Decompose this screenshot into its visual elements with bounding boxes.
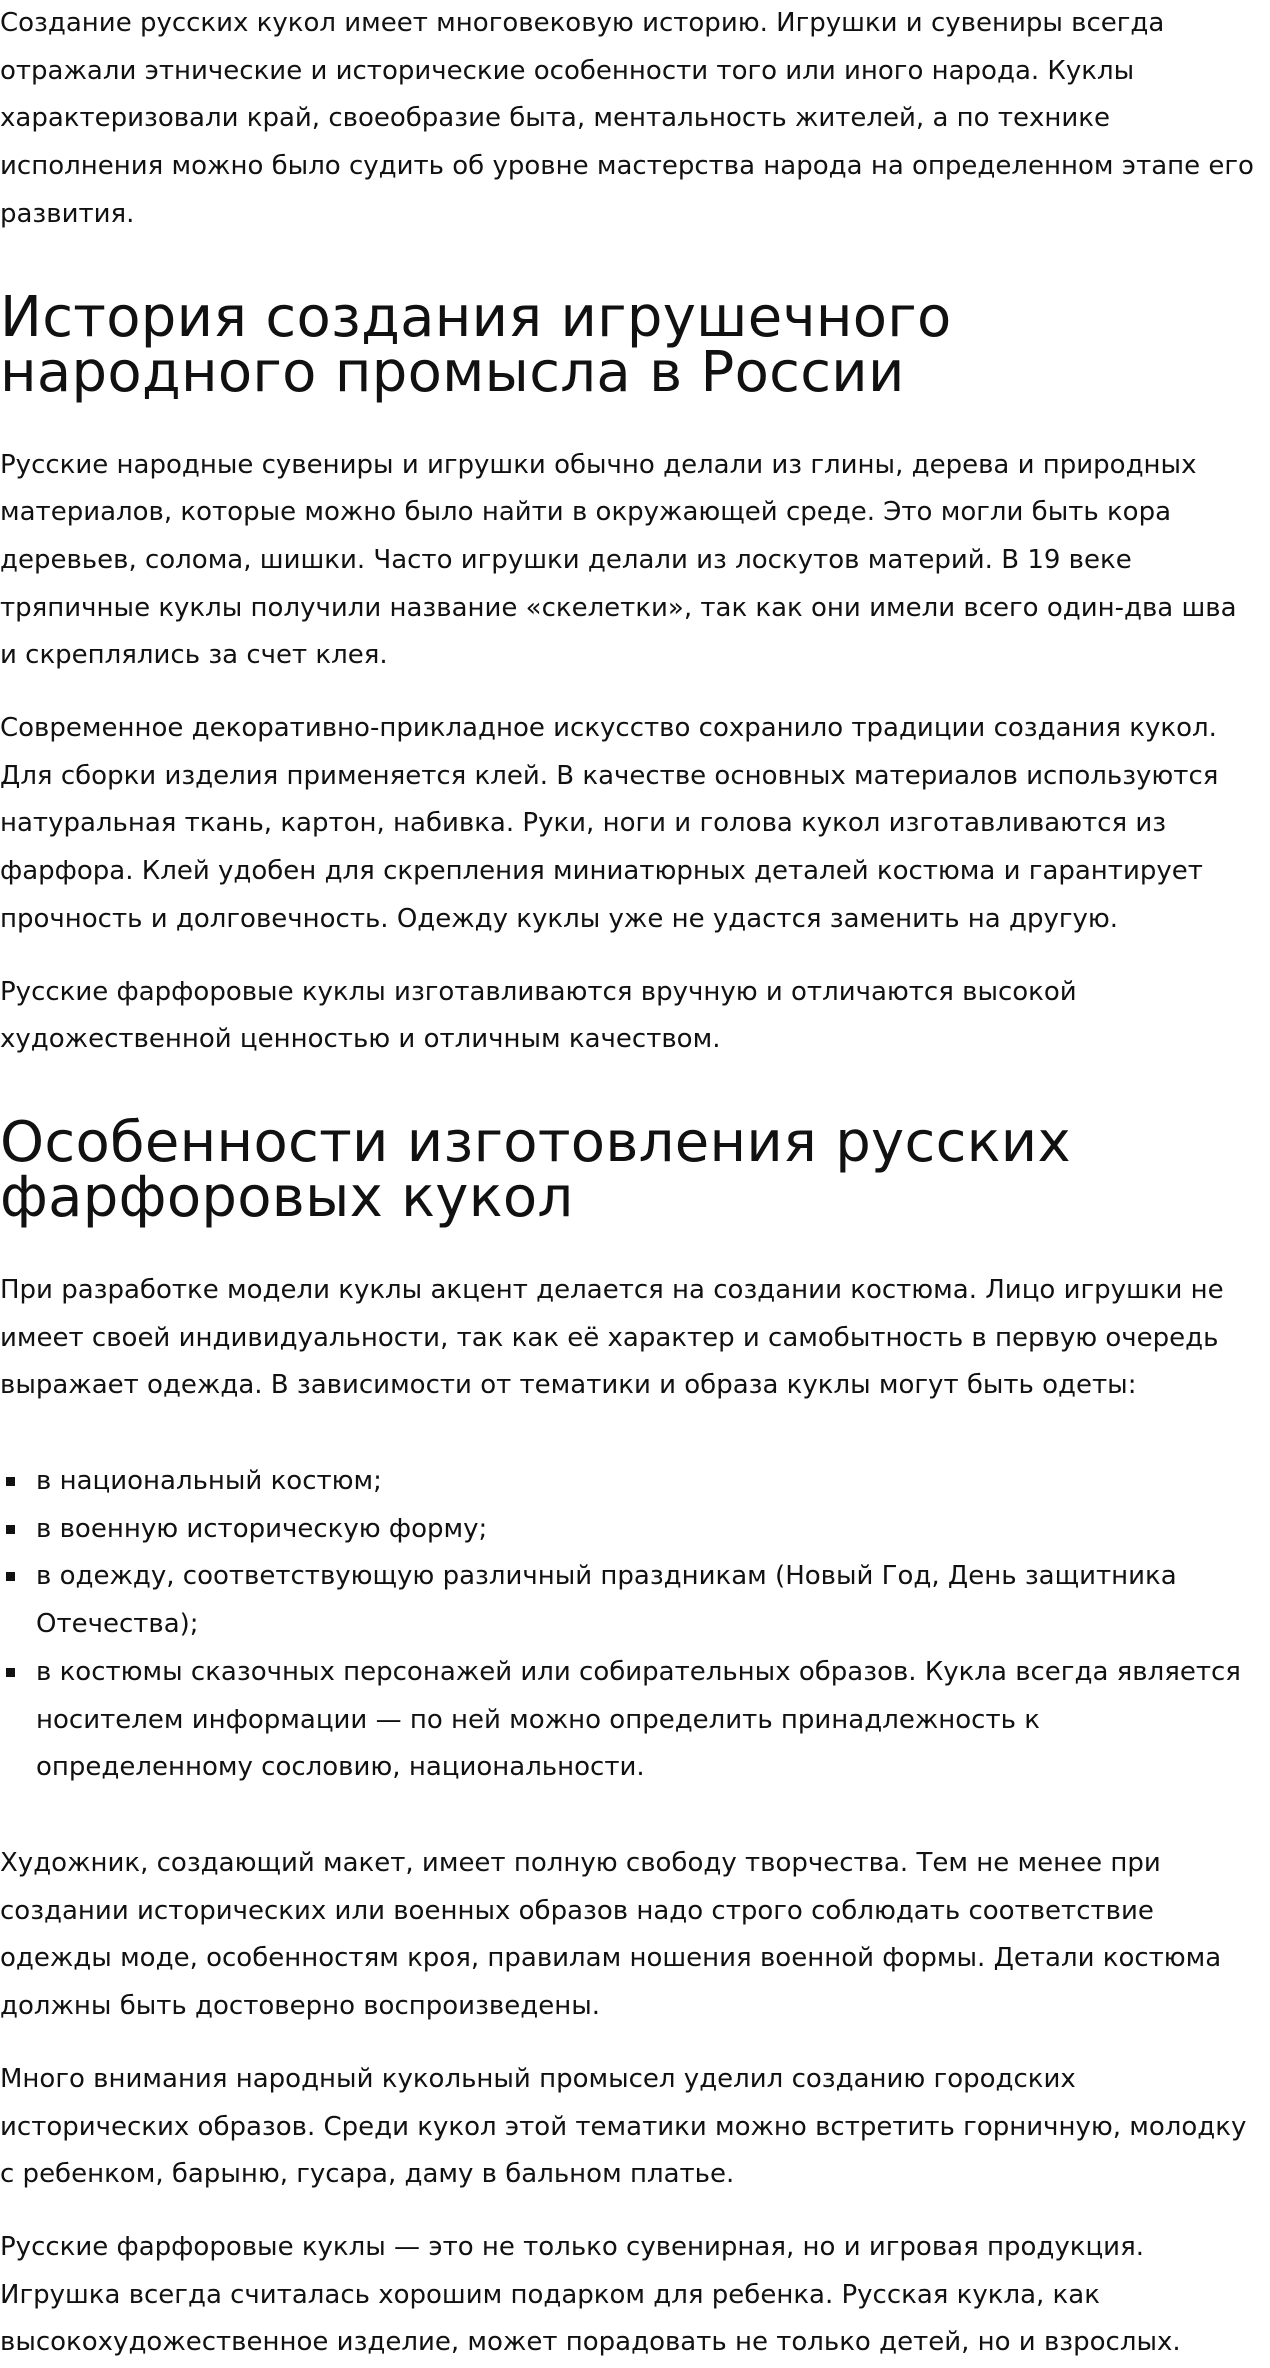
square-bullet-icon <box>6 1572 15 1581</box>
list-item <box>0 1506 1260 1554</box>
costume-list <box>0 1458 1260 1792</box>
history-paragraph-3: Русские фарфоровые куклы изготавливаются вручную и отличаются высокой художественной ценностью и отличным качеством. <box>0 976 1077 1055</box>
history-paragraph-1: Русские народные сувениры и игрушки обычно делали из глины, дерева и природных материалов, которые можно было найти в окружающей среде. Это могли быть кора деревьев, солома, шишки. Часто игрушки делали из лоскутов материй. В 19 веке тряпичные куклы получили название «скелетки», так как они имели всего один-два шва и скреплялись за счет клея. <box>0 449 1237 671</box>
list-item-text: в костюмы сказочных персонажей или собирательных образов. Кукла всегда является носителем информации — по ней можно определить принадлежность к определенному сословию, национальности. <box>36 1656 1241 1783</box>
features-paragraph-2: Много внимания народный кукольный промысел уделил созданию городских исторических образов. Среди кукол этой тематики можно встретить горничную, молодку с ребенком, барыню, гусара, даму в бальном платье. <box>0 2063 1247 2190</box>
section-heading-history: История создания игрушечного народного промысла в России <box>0 284 952 405</box>
list-item <box>0 1649 1260 1792</box>
square-bullet-icon <box>6 1525 15 1534</box>
list-item <box>0 1458 1260 1506</box>
history-paragraph-2: Современное декоративно-прикладное искусство сохранило традиции создания кукол. Для сборки изделия применяется клей. В качестве основных материалов используются натуральная ткань, картон, набивка. Руки, ноги и голова кукол изготавливаются из фарфора. Клей удобен для скрепления миниатюрных деталей костюма и гарантирует прочность и долговечность. Одежду куклы уже не удастся заменить на другую. <box>0 713 1219 934</box>
list-item <box>0 1553 1260 1648</box>
features-paragraph-3: Русские фарфоровые куклы — это не только сувенирная, но и игровая продукция. Игрушка всегда считалась хорошим подарком для ребенка. Русская кукла, как высокохудожественное изделие, может порадовать не только детей, но и взрослых. <box>0 2231 1181 2358</box>
features-lead-paragraph: При разработке модели куклы акцент делается на создании костюма. Лицо игрушки не имеет своей индивидуальности, так как её характер и самобытность в первую очередь выражает одежда. В зависимости от тематики и образа куклы могут быть одеты: <box>0 1274 1224 1401</box>
square-bullet-icon <box>6 1477 15 1486</box>
list-item-text: в военную историческую форму; <box>36 1513 488 1544</box>
square-bullet-icon <box>6 1668 15 1677</box>
list-item-text: в одежду, соответствующую различный праздникам (Новый Год, День защитника Отечества); <box>36 1561 1177 1640</box>
intro-paragraph: Создание русских кукол имеет многовековую историю. Игрушки и сувениры всегда отражали этнические и исторические особенности того или иного народа. Куклы характеризовали край, своеобразие быта, ментальность жителей, а по технике исполнения можно было судить об уровне мастерства народа на определенном этапе его развития. <box>0 8 1254 229</box>
features-paragraph-1: Художник, создающий макет, имеет полную свободу творчества. Тем не менее при создании исторических или военных образов надо строго соблюдать соответствие одежды моде, особенностям кроя, правилам ношения военной формы. Детали костюма должны быть достоверно воспроизведены. <box>0 1847 1222 2022</box>
list-item-text: в национальный костюм; <box>36 1466 382 1497</box>
section-heading-features: Особенности изготовления русских фарфоровых кукол <box>0 1109 1071 1230</box>
